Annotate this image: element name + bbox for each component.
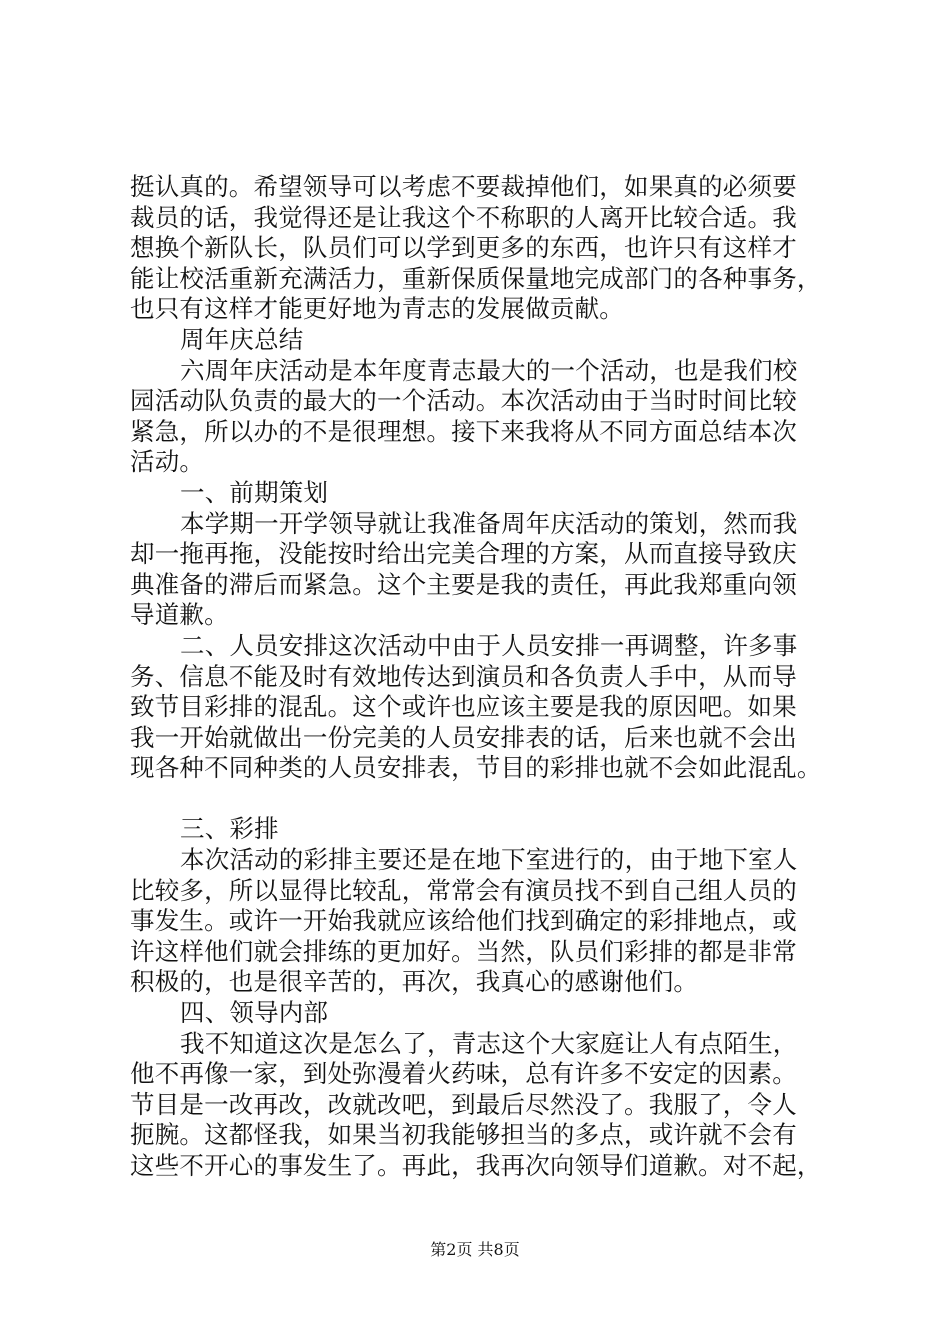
text-line: 导道歉。 — [130, 600, 229, 630]
section-heading: 四、领导内部 — [180, 998, 329, 1028]
text-line: 六周年庆活动是本年度青志最大的一个活动，也是我们校 — [180, 355, 798, 385]
section-heading: 周年庆总结 — [180, 324, 304, 354]
text-line: 园活动队负责的最大的一个活动。本次活动由于当时时间比较 — [130, 386, 797, 416]
text-line: 想换个新队长，队员们可以学到更多的东西，也许只有这样才 — [130, 233, 797, 263]
text-line: 现各种不同种类的人员安排表，节目的彩排也就不会如此混乱。 — [130, 753, 822, 783]
text-line: 致节目彩排的混乱。这个或许也应该主要是我的原因吧。如果 — [130, 692, 797, 722]
text-line: 务、信息不能及时有效地传达到演员和各负责人手中，从而导 — [130, 661, 797, 691]
text-line: 他不再像一家，到处弥漫着火药味，总有许多不安定的因素。 — [130, 1059, 797, 1089]
section-heading: 二、人员安排这次活动中由于人员安排一再调整，许多事 — [180, 630, 798, 660]
blank-line — [130, 784, 830, 815]
text-line: 也只有这样才能更好地为青志的发展做贡献。 — [130, 294, 624, 324]
text-line: 这些不开心的事发生了。再此，我再次向领导们道歉。对不起， — [130, 1151, 822, 1180]
section-heading: 三、彩排 — [180, 814, 279, 844]
text-line: 裁员的话，我觉得还是让我这个不称职的人离开比较合适。我 — [130, 202, 797, 232]
text-line: 本次活动的彩排主要还是在地下室进行的，由于地下室人 — [180, 845, 798, 875]
text-line: 活动。 — [130, 447, 205, 477]
text-line: 我不知道这次是怎么了，青志这个大家庭让人有点陌生， — [180, 1028, 798, 1058]
document-body — [130, 172, 830, 1182]
text-line: 我一开始就做出一份完美的人员安排表的话，后来也就不会出 — [130, 722, 797, 752]
text-line: 却一拖再拖，没能按时给出完美合理的方案，从而直接导致庆 — [130, 539, 797, 569]
text-line: 本学期一开学领导就让我准备周年庆活动的策划，然而我 — [180, 508, 798, 538]
text-line: 扼腕。这都怪我，如果当初我能够担当的多点，或许就不会有 — [130, 1120, 797, 1150]
text-line: 节目是一改再改，改就改吧，到最后尽然没了。我服了，令人 — [130, 1089, 797, 1119]
page-number-footer: 第2页 共8页 — [430, 1240, 520, 1259]
text-line: 事发生。或许一开始我就应该给他们找到确定的彩排地点，或 — [130, 906, 797, 936]
text-line: 挺认真的。希望领导可以考虑不要裁掉他们，如果真的必须要 — [130, 172, 797, 201]
text-line: 紧急，所以办的不是很理想。接下来我将从不同方面总结本次 — [130, 416, 797, 446]
text-line: 积极的，也是很辛苦的，再次，我真心的感谢他们。 — [130, 967, 699, 997]
text-line: 许这样他们就会排练的更加好。当然，队员们彩排的都是非常 — [130, 936, 797, 966]
text-line: 能让校活重新充满活力，重新保质保量地完成部门的各种事务， — [130, 263, 822, 293]
section-heading: 一、前期策划 — [180, 477, 329, 507]
text-line: 典准备的滞后而紧急。这个主要是我的责任，再此我郑重向领 — [130, 569, 797, 599]
text-line: 比较多，所以显得比较乱，常常会有演员找不到自己组人员的 — [130, 875, 797, 905]
